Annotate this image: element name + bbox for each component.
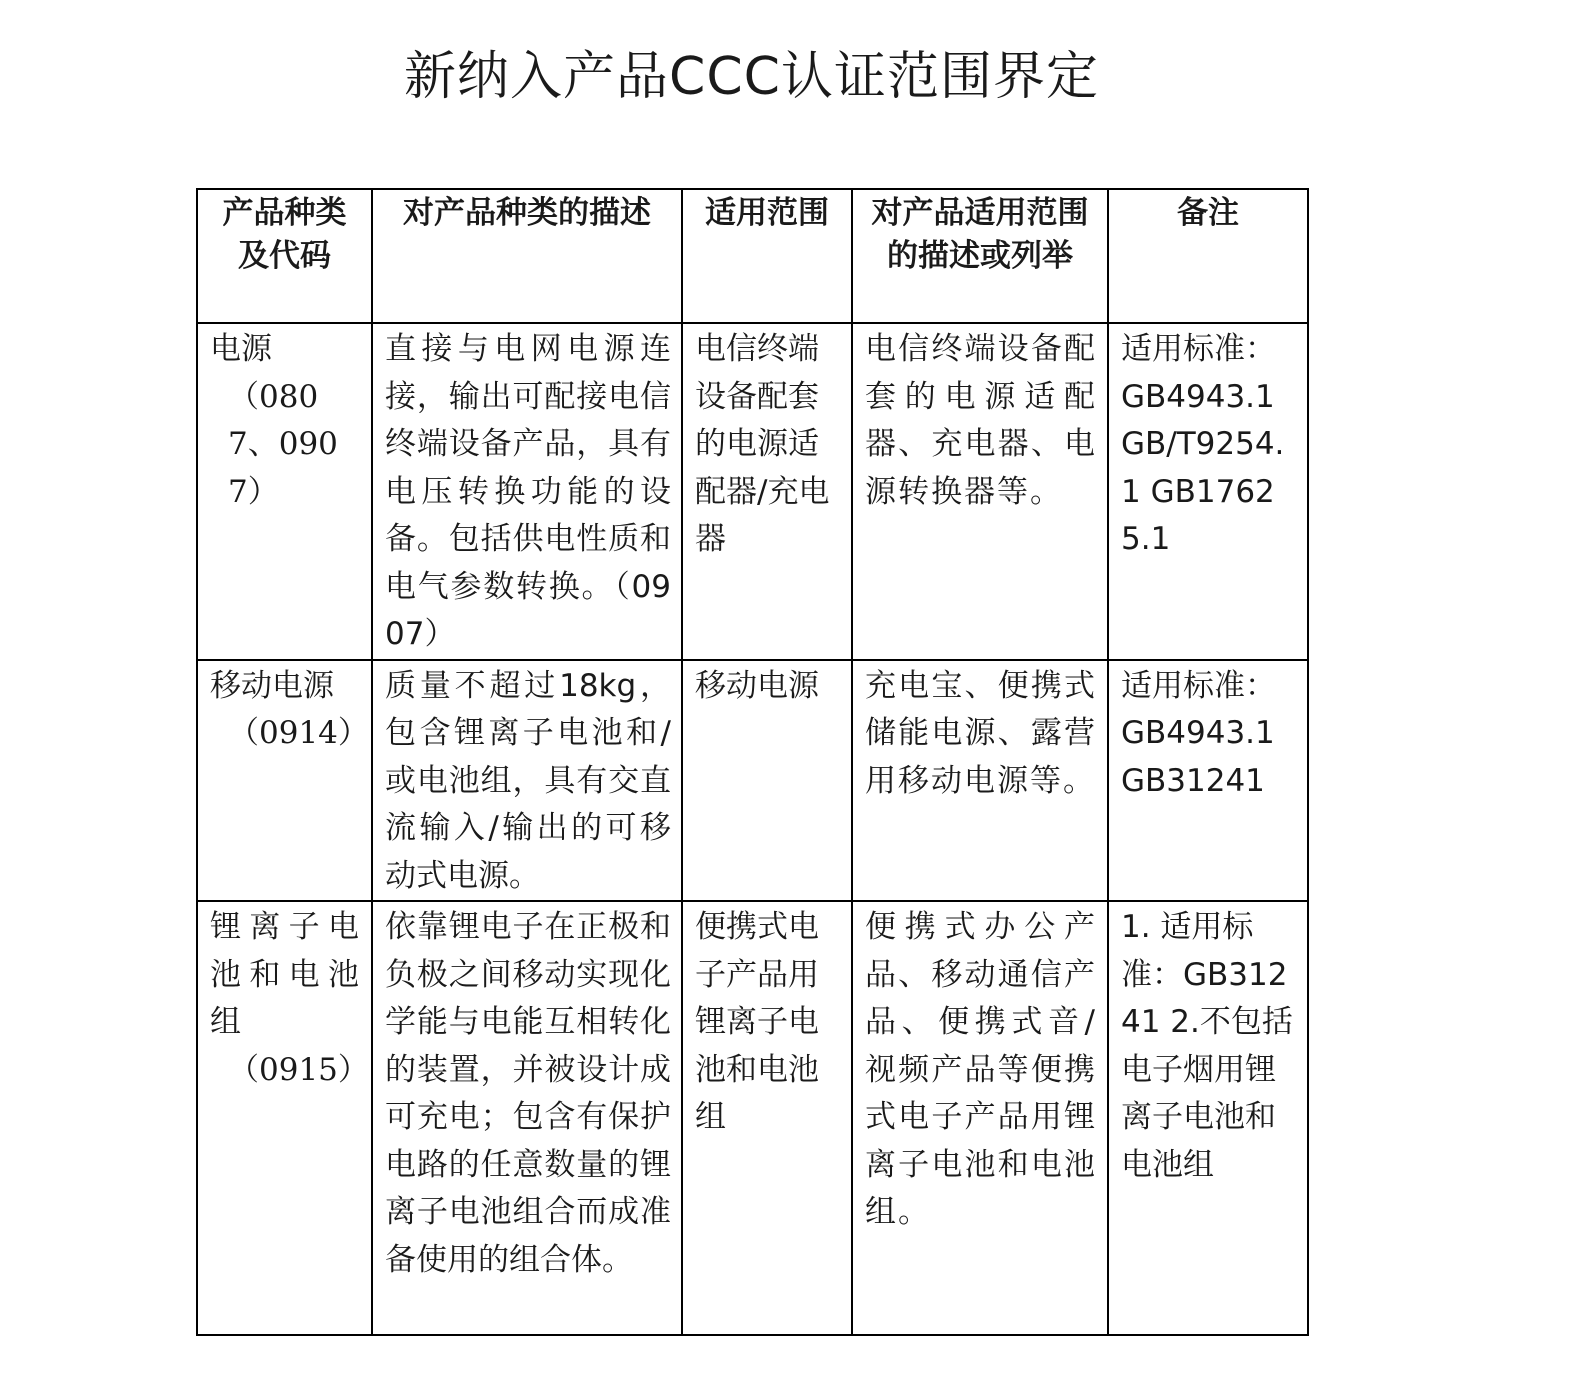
cell-remarks: 适用标准：GB4943.1 GB31241 [1108, 660, 1308, 902]
category-code: （0915） [228, 1051, 369, 1088]
cell-scope-desc: 充电宝、便携式储能电源、露营用移动电源等。 [852, 660, 1108, 902]
cell-category [197, 901, 372, 1335]
header-scope: 适用范围 [682, 189, 852, 323]
certification-scope-table [196, 188, 1309, 1336]
cell-category-desc: 依靠锂电子在正极和负极之间移动实现化学能与电能互相转化的装置，并被设计成可充电；包含有保护电路的任意数量的锂离子电池组合而成准备使用的组合体。 [372, 901, 682, 1335]
table-header-row [197, 189, 1308, 323]
category-code: （0807、0907） [228, 378, 338, 510]
cell-category [197, 660, 372, 902]
cell-category-desc: 直接与电网电源连接，输出可配接电信终端设备产品，具有电压转换功能的设备。包括供电性质和电气参数转换。（0907） [372, 323, 682, 660]
header-scope-desc: 对产品适用范围的描述或列举 [852, 189, 1108, 323]
header-remarks: 备注 [1108, 189, 1308, 323]
cell-scope: 电信终端设备配套的电源适配器/充电器 [682, 323, 852, 660]
category-code: （0914） [228, 715, 369, 751]
cell-scope-desc: 电信终端设备配套的电源适配器、充电器、电源转换器等。 [852, 323, 1108, 660]
cell-remarks: 适用标准：GB4943.1 GB/T9254.1 GB17625.1 [1108, 323, 1308, 660]
table-row [197, 323, 1308, 660]
cell-scope: 移动电源 [682, 660, 852, 902]
header-category-desc: 对产品种类的描述 [372, 189, 682, 323]
table-row [197, 901, 1308, 1335]
cell-scope-desc: 便携式办公产品、移动通信产品、便携式音/视频产品等便携式电子产品用锂离子电池和电池组。 [852, 901, 1108, 1335]
table-row [197, 660, 1308, 902]
category-name: 电源 [210, 331, 272, 367]
header-category: 产品种类及代码 [197, 189, 372, 323]
cell-scope: 便携式电子产品用锂离子电池和电池组 [682, 901, 852, 1335]
cell-category [197, 323, 372, 660]
document-title: 新纳入产品CCC认证范围界定 [404, 47, 1099, 107]
cell-category-desc: 质量不超过18kg，包含锂离子电池和/或电池组，具有交直流输入/输出的可移动式电源。 [372, 660, 682, 902]
cell-remarks: 1. 适用标准：GB31241 2.不包括电子烟用锂离子电池和电池组 [1108, 901, 1308, 1335]
category-name: 移动电源 [210, 667, 334, 704]
category-name: 锂离子电池和电池组 [210, 909, 361, 1040]
